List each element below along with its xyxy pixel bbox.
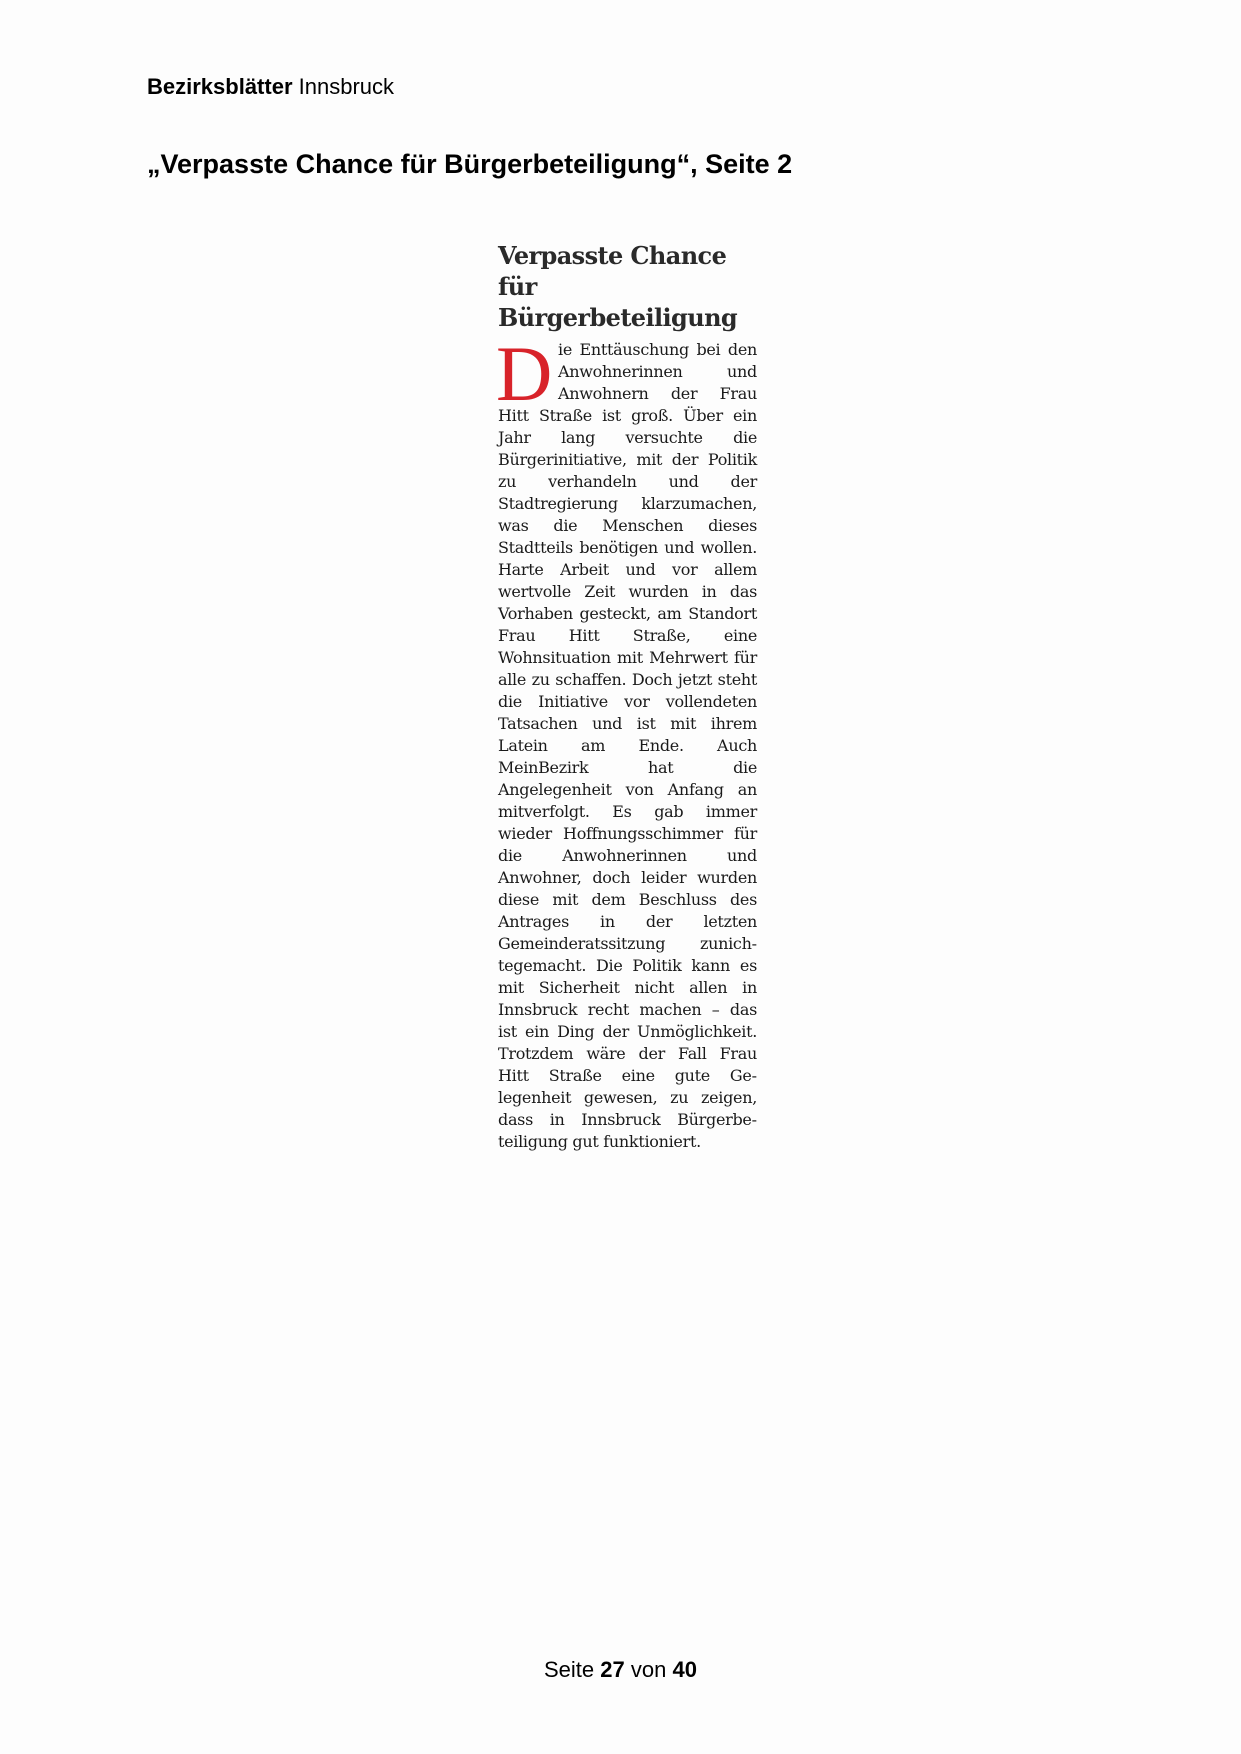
publication-name-bold: Bezirksblätter	[147, 74, 293, 99]
footer-total-pages: 40	[672, 1657, 697, 1682]
publication-name-region: Innsbruck	[298, 74, 395, 99]
page-footer	[0, 1657, 1241, 1683]
clipping-body	[496, 330, 757, 1153]
publication-name	[147, 74, 394, 100]
footer-separator: von	[630, 1657, 667, 1682]
footer-page-prefix: Seite	[544, 1657, 595, 1682]
footer-current-page: 27	[600, 1657, 625, 1682]
document-title: „Verpasste Chance für Bürgerbeteiligung“, Seite 2	[147, 149, 793, 179]
clipping-headline: Verpasste Chance für Bürgerbeteiligung	[498, 241, 738, 332]
clipping-body-text: ie Enttäuschung bei den Anwohnerinnen und Anwohnern der Frau Hitt Straße ist groß. Über ein Jahr lang versuchte die Bürgerinitiative, mit der Politik zu verhandeln und der Stadtregierung klarzumachen, was die Menschen dieses Stadtteils benötigen und wollen. Harte Arbeit und vor allem wertvolle Zeit wurden in das Vorhaben gesteckt, am Standort Frau Hitt Straße, eine Wohnsituation mit Mehrwert für alle zu schaffen. Doch jetzt steht die Initiative vor vollendeten Tatsachen und ist mit ihrem Latein am Ende. Auch MeinBezirk hat die Angelegenheit von Anfang an mitverfolgt. Es gab immer wieder Hoffnungsschimmer für die Anwohnerinnen und Anwohner, doch leider wurden diese mit dem Beschluss des Antrages in der letzten Gemeinderatssitzung zunichtegemacht. Die Politik kann es mit Sicherheit nicht allen in Innsbruck recht machen – das ist ein Ding der Unmöglichkeit. Trotzdem wäre der Fall Frau Hitt Straße eine gute Gelegenheit gewesen, zu zeigen, dass in Innsbruck Bürgerbeteiligung gut funktioniert.	[498, 340, 757, 1151]
drop-cap: D	[496, 330, 553, 417]
newspaper-clipping	[498, 240, 757, 1153]
